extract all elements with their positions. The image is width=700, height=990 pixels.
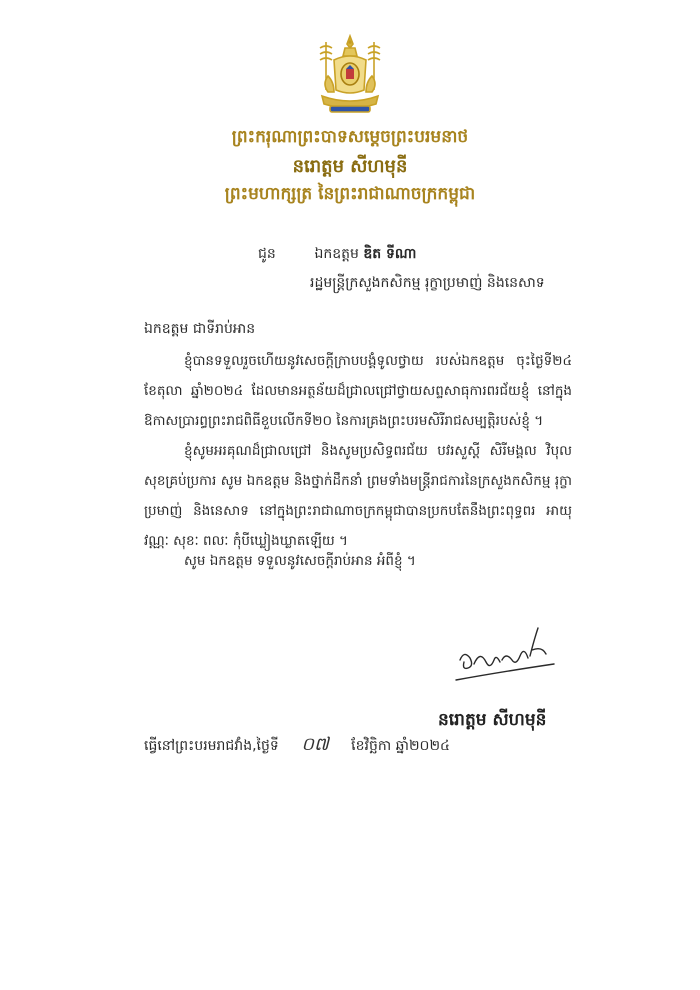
date-day-handwritten: ០៧ bbox=[301, 734, 329, 755]
royal-coat-of-arms-icon bbox=[312, 34, 388, 116]
recipient-name: ឌិត ទីណា bbox=[363, 246, 417, 262]
recipient-label: ជូន bbox=[258, 246, 276, 262]
header-royal-title: ព្រះករុណាព្រះបាទសម្តេចព្រះបរមនាថ bbox=[231, 127, 469, 147]
recipient-honorific: ឯកឧត្តម bbox=[314, 246, 359, 262]
letter-paragraph: ខ្ញុំសូមអរគុណដ៏ជ្រាលជ្រៅ និងសូមប្រសិទ្ធពរជ័យ បវរសួស្តី សិរីមង្គល វិបុលសុខគ្រប់ប្រការ សូម ឯកឧត្តម និងថ្នាក់ដឹកនាំ ព្រមទាំងមន្ត្រីរាជការនៃក្រសួងកសិកម្ម រុក្ខាប្រមាញ់ និងនេសាទ នៅក្នុងព្រះរាជាណាចក្រកម្ពុជាបានប្រកបតែនឹងព្រះពុទ្ធពរ អាយុ វណ្ណៈ សុខៈ ពលៈ កុំបីឃ្លៀងឃ្លាតឡើយ ។ bbox=[144, 443, 572, 549]
place-and-date bbox=[144, 732, 450, 759]
letter-paragraph: ខ្ញុំបានទទួលរួចហើយនូវសេចក្តីក្រាបបង្គំទូលថ្វាយ របស់ឯកឧត្តម ចុះថ្ងៃទី២៤ ខែតុលា ឆ្នាំ២០២៤ ដែលមានអត្ថន័យដ៏ជ្រាលជ្រៅថ្វាយសព្ទសាធុការពរជ័យខ្ញុំ នៅក្នុងឱកាសប្រារព្ធព្រះរាជពិធីខួបលើកទី២០ នៃការគ្រងព្រះបរមសិរីរាជសម្បត្តិរបស់ខ្ញុំ ។ bbox=[144, 353, 572, 429]
recipient-line bbox=[258, 244, 416, 265]
handwritten-signature-icon bbox=[450, 620, 560, 686]
letter-greeting: ឯកឧត្តម ជាទីរាប់អាន bbox=[144, 321, 256, 337]
header-king-name: នរោត្តម សីហមុនី bbox=[292, 156, 408, 177]
recipient-title: រដ្ឋមន្ត្រីក្រសួងកសិកម្ម រុក្ខាប្រមាញ់ និងនេសាទ bbox=[310, 275, 545, 291]
signatory-name: នរោត្តម សីហមុនី bbox=[438, 710, 547, 730]
date-prefix: ធ្វើនៅព្រះបរមរាជវាំង,ថ្ងៃទី bbox=[144, 738, 279, 754]
header-king-of-cambodia: ព្រះមហាក្សត្រ នៃព្រះរាជាណាចក្រកម្ពុជា bbox=[224, 184, 476, 204]
date-suffix: ខែវិច្ឆិកា ឆ្នាំ២០២៤ bbox=[351, 738, 450, 754]
letter-closing: សូម ឯកឧត្តម ទទួលនូវសេចក្តីរាប់អាន អំពីខ្ញុំ ។ bbox=[184, 553, 416, 569]
